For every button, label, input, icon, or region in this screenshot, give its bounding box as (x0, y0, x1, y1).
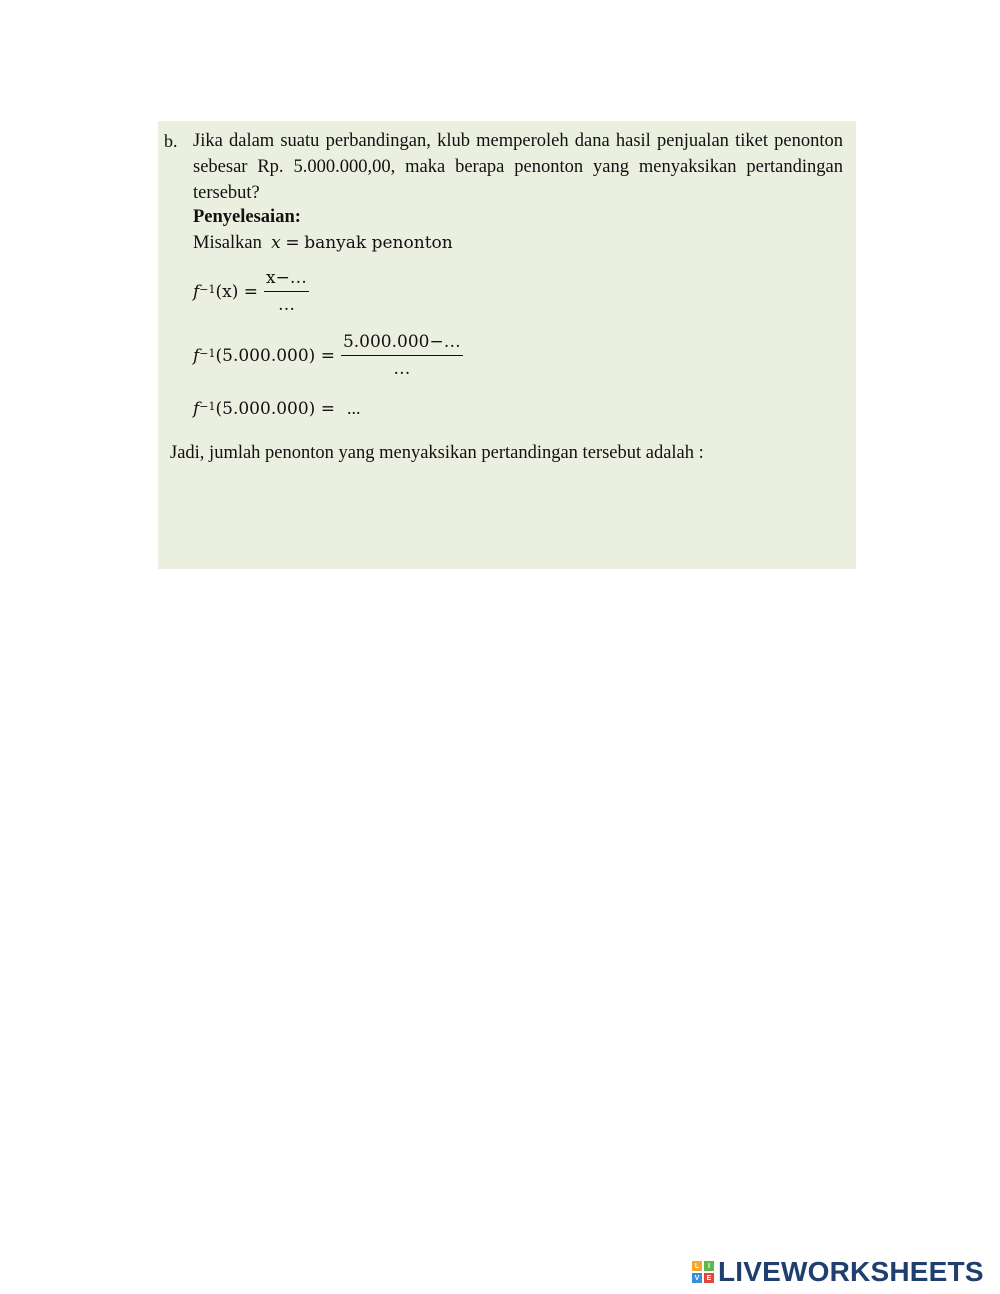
liveworksheets-logo (692, 1256, 984, 1288)
let-equals: = (285, 233, 300, 253)
logo-grid-icon (692, 1261, 714, 1283)
question-marker: b. (164, 131, 178, 151)
eq2-numerator: 5.000.000−… (341, 332, 463, 356)
logo-text: LIVEWORKSHEETS (718, 1256, 984, 1287)
eq3-superscript: −1 (199, 400, 216, 413)
logo-letter-i: I (704, 1261, 714, 1271)
eq1-denominator: … (277, 295, 295, 315)
let-prefix: Misalkan (193, 233, 262, 253)
equation-substitution (193, 332, 463, 379)
eq2-fraction (341, 332, 463, 379)
eq2-argument: (5.000.000) = (215, 345, 335, 366)
conclusion-text: Jadi, jumlah penonton yang menyaksikan pertandingan tersebut adalah : (170, 443, 704, 463)
logo-letter-l: L (692, 1261, 702, 1271)
eq2-superscript: −1 (199, 347, 216, 360)
eq1-argument: (x) = (215, 281, 259, 302)
logo-letter-e: E (704, 1273, 714, 1283)
question-text: Jika dalam suatu perbandingan, klub memperoleh dana hasil penjualan tiket penonton sebesar Rp. 5.000.000,00, maka berapa penonton yang menyaksikan pertandingan tersebut? (193, 131, 843, 203)
equation-result (193, 398, 360, 419)
let-description: banyak penonton (304, 233, 453, 253)
eq1-numerator: x−… (264, 268, 309, 292)
solution-heading: Penyelesaian: (193, 207, 301, 227)
eq2-denominator: … (393, 359, 411, 379)
let-statement (193, 230, 453, 256)
eq1-superscript: −1 (199, 283, 216, 296)
logo-letter-v: V (692, 1273, 702, 1283)
eq1-fraction (264, 268, 309, 315)
let-variable: x (271, 233, 281, 253)
eq3-argument: (5.000.000) = (215, 398, 335, 419)
eq3-result: ... (346, 398, 361, 418)
equation-inverse-function (193, 268, 309, 315)
eq3-function: f (193, 398, 200, 419)
eq2-function: f (193, 345, 200, 366)
eq1-function: f (193, 281, 200, 302)
